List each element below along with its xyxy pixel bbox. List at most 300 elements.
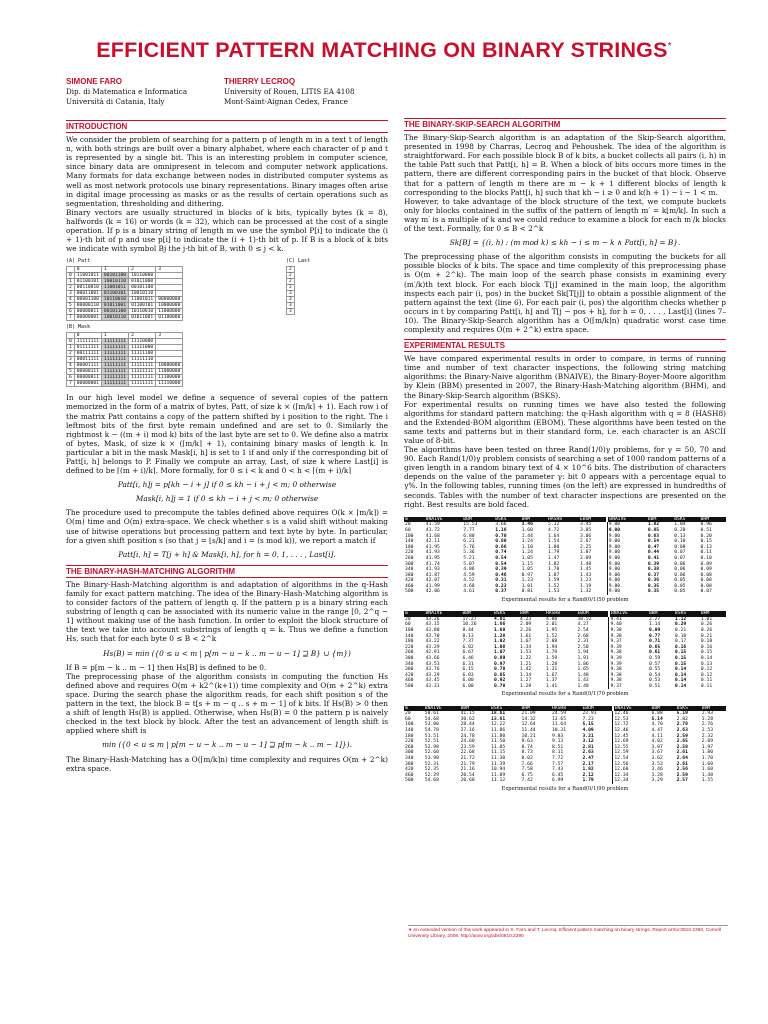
patt-table-block [66, 257, 183, 321]
results-cell: 4.72 [547, 527, 560, 533]
results-cell: 1.65 [577, 667, 589, 673]
fig-cell: 2 [287, 285, 295, 291]
results-row [404, 589, 726, 595]
results-header-cell: BHM [521, 706, 551, 712]
results-cell: 0.26 [700, 627, 713, 633]
results-cell: 43.45 [425, 678, 440, 684]
results-cell: 0.20 [700, 533, 712, 539]
results-cell: 1.94 [577, 650, 589, 656]
results-header-cell: EBOM [581, 706, 612, 712]
results-cell: 0.63 [647, 533, 660, 539]
fig-cell: 3 [67, 291, 75, 297]
results-cell: 0.07 [674, 550, 686, 556]
results-cell: 1.23 [521, 578, 533, 584]
results-cell: 2.65 [676, 739, 688, 745]
results-cell: 1.34 [519, 644, 532, 650]
results-cell: 0.13 [700, 544, 712, 550]
fig-cell: 01011001 [101, 303, 128, 309]
results-cell: 9.00 [607, 584, 647, 590]
results-cell: 24.60 [460, 739, 475, 745]
results-cell: 1.16 [495, 527, 507, 533]
results-cell: 21.09 [521, 711, 536, 717]
paragraph: The preprocessing phase of the algorithm consists in computing the buckets for all possible blocks of k bits. The space and time complexity of this preprocessing phase is O(m + 2^k). The main loop of the search phase consists in examining every (m′/k)th text block. For each block T[j] examined in the main loop, the algorithm inspects each pair (i, pos) in the bucket Sk[T[j]] to obtain a possible alignment of the pattern against the text (line 6). For each pair (i, pos) the algorithm checks whether p occurs in t by comparing Patt[i, h] and T[j − pos + h], for h = 0, . . . , Last[i] (lines 7–10). The Binary-Skip-Search algorithm has a O(⌈m/k⌉n) quadratic worst case time complexity and requires O(m + 2^k) extra space. [404, 252, 726, 334]
results-cell: 1.82 [547, 561, 560, 567]
results-cell: 180 [405, 544, 414, 550]
results-header-cell: BNAIVE [609, 611, 648, 617]
fig-row [67, 375, 183, 381]
results-cell: 0.57 [648, 661, 661, 667]
results-header-cell: HASH8 [547, 517, 579, 523]
fig-cell: 3 [287, 309, 295, 315]
results-header-cell: m [404, 517, 425, 523]
fig-header-cell: 2 [129, 267, 156, 273]
results-cell: 0.97 [493, 661, 506, 667]
results-cell: 1.43 [577, 678, 589, 684]
results-cell: 180 [405, 733, 414, 739]
paragraph: The procedure used to precompute the tables defined above requires O(k × ⌈m/k⌉) = O(m) time and O(m) extra-space. We check whether s is a valid shift without making use of bitwise operations but processing pattern and text byte by byte. In particular, for a given shift position s (so that j = ⌊s/k⌋ and i = (s mod k)), we report a match if [66, 508, 388, 545]
results-cell: 53.00 [424, 722, 439, 728]
results-cell: 1.80 [547, 544, 560, 550]
results-cell: 220 [405, 739, 414, 745]
results-cell: 0.80 [495, 539, 507, 545]
results-cell: 23.91 [582, 711, 597, 717]
results-cell: 12.72 [613, 722, 651, 728]
fig-cell: 10110010 [129, 309, 156, 315]
fig-cell: 11000000 [156, 369, 183, 375]
equation: Hs(B) = min ({0 ≤ u < m | p[m − u − k .. m − u − 1] ⊒ B} ∪ {m}) [103, 648, 351, 658]
fig-cell: 2 [287, 267, 295, 273]
results-cell: 4.68 [463, 583, 475, 589]
results-cell: 1.24 [521, 550, 533, 556]
results-cell: 41.93 [425, 550, 440, 556]
results-header-cell: BBM [647, 517, 673, 523]
results-cell: 6.45 [551, 772, 564, 778]
results-cell: 12.64 [521, 722, 536, 728]
fig-cell: 10110000 [129, 273, 156, 279]
results-cell: 1.53 [547, 589, 560, 595]
results-cell: 0.54 [495, 555, 507, 561]
fig-cell: 00000110 [74, 303, 101, 309]
results-tables [404, 517, 726, 794]
fig-cell: 7 [67, 381, 75, 387]
results-cell: 4.61 [463, 589, 475, 595]
results-cell: 1.60 [701, 761, 714, 767]
results-cell: 0.89 [648, 627, 661, 633]
results-cell: 2.27 [648, 616, 661, 622]
equation: min ({0 < u ≤ m | p[m − u − k .. m − u − 1] ⊒ p[m − k .. m − 1]}). [102, 740, 352, 750]
author-affiliation: Università di Catania, Italy [66, 96, 165, 106]
results-cell: 43.66 [425, 655, 440, 661]
results-cell: 3.66 [495, 522, 507, 528]
results-cell: 2.50 [577, 644, 589, 650]
results-cell: 9.41 [609, 617, 648, 623]
fig-cell: 00000001 [74, 381, 101, 387]
paragraph: In our high level model we define a sequence of several copies of the pattern memorized in the form of a matrix of bytes, Patt, of size k × (⌈m/k⌉ + 1). Each row i of the matrix Patt contains a copy of the pattern shifted by i position to the right. The i leftmost bits of the first byte remain undefined and are set to 0. Similarly the rightmost k − ((m + i) mod k) bits of the last byte are set to 0. We define also a matrix of bytes, Mask, of size k × (⌈m/k⌉ + 1), containing binary masks of length k. In particular a bit in the mask Mask[i, h] is set to 1 if and only if the corresponding bit of Patt[i, h] belongs to P. Finally we compute an array, Last, of size k where Last[i] is defined to be ⌈(m + i)/k⌉. More formally, for 0 ≤ i < k and 0 < h < ⌈(m + i)/k⌉ [66, 393, 388, 476]
results-cell: 8.13 [462, 633, 474, 639]
results-cell: 20 [405, 711, 411, 717]
results-cell: 1.53 [519, 650, 532, 656]
fig-cell: 11111111 [129, 381, 156, 387]
results-cell: 8.51 [551, 744, 564, 750]
results-cell: 1.48 [579, 561, 592, 567]
results-cell: 9.40 [609, 622, 648, 628]
fig-row [67, 363, 183, 369]
results-header-cell: m [404, 611, 424, 617]
results-cell: 13.65 [551, 716, 567, 722]
equation: Sk[B] = {(i, h) : (m mod k) ≤ kh − i ≤ m − k ∧ Patt[i, h] = B}. [449, 238, 681, 248]
results-cell: 51.51 [424, 733, 439, 739]
paragraph: The Binary-Skip-Search algorithm is an adaptation of the Skip-Search algorithm, presented in 1998 by Charras, Lecroq and Pehoushek. The idea of the algorithm is straightforward. For each possible block B of k bits, a bucket collects all pairs (i, h) in the table Patt such that Patt[i, h] = B. When a block of bits occurs more times in the pattern, there are different corresponding pairs in the bucket of that block. Observe that for a pattern of length m there are m − k + 1 different blocks of length k corresponding to the blocks Patt[i, h] such that kh − i ≥ 0 and k(h + 1) − i − 1 < m. [404, 133, 726, 197]
table-caption: Experimental results for a Rand(0/1)70 problem [501, 691, 629, 698]
results-cell: 1.48 [577, 683, 589, 689]
results-cell: 42.07 [425, 578, 440, 584]
results-cell: 2.31 [577, 639, 589, 645]
last-table-label: (C) Last [286, 258, 311, 265]
results-cell: 9.00 [607, 578, 647, 584]
fig-cell: 2 [287, 279, 295, 285]
results-cell: 0.35 [647, 589, 660, 595]
results-cell: 9.83 [551, 733, 564, 739]
results-cell: 2.09 [579, 555, 592, 561]
results-header-cell: BSKS [494, 517, 520, 523]
results-cell: 52.60 [424, 750, 439, 756]
section-heading-introduction: INTRODUCTION [66, 120, 388, 133]
equation: Patt[i, h] = T[j + h] & Mask[i, h], for h = 0, 1, . . . , Last[i]. [118, 549, 336, 559]
results-cell: 54.78 [424, 727, 439, 733]
results-cell: 11.39 [491, 761, 506, 767]
results-cell: 12.46 [613, 711, 651, 717]
fig-cell: 00000000 [156, 297, 183, 303]
results-cell: 11.44 [521, 727, 536, 733]
fig-row [67, 303, 183, 309]
results-cell: 41.72 [425, 527, 440, 533]
fig-cell: 01111111 [74, 345, 101, 351]
fig-cell: 00001100 [74, 297, 101, 303]
fig-cell: 01100101 [101, 291, 128, 297]
results-cell: 5.19 [676, 711, 688, 717]
results-cell: 6.67 [462, 650, 474, 656]
author-affiliation: Dip. di Matematica e Informatica [66, 87, 188, 96]
results-cell: 1.79 [545, 650, 558, 656]
last-table-block [286, 257, 310, 315]
fig-cell: 6 [67, 375, 75, 381]
results-header-cell: BBM [462, 517, 494, 523]
fig-cell: 11111111 [101, 363, 128, 369]
results-cell: 22.68 [460, 750, 475, 756]
results-cell: 43.29 [425, 644, 440, 650]
results-cell: 9.38 [609, 650, 648, 656]
fig-cell: 4 [67, 363, 75, 369]
results-cell: 0.85 [493, 672, 506, 678]
results-cell: 9.00 [607, 522, 647, 528]
fig-cell: 11111000 [129, 345, 156, 351]
results-cell: 15.53 [463, 522, 478, 528]
results-cell: 2.63 [676, 727, 688, 733]
results-cell: 4.47 [651, 727, 663, 733]
fig-cell: 11111100 [129, 351, 156, 357]
mask-table [66, 332, 183, 387]
results-cell: 0.85 [647, 527, 660, 533]
results-cell: 4.86 [463, 567, 475, 573]
results-cell: 11.64 [551, 722, 567, 728]
results-cell: 1.34 [519, 672, 532, 678]
fig-cell: 1 [67, 279, 75, 285]
results-cell: 0.97 [521, 572, 533, 578]
results-cell: 1.28 [519, 683, 532, 689]
results-header-cell: BHM [701, 706, 726, 712]
results-cell: 1.12 [674, 616, 687, 622]
paragraph: The Binary-Hash-Matching has a O(⌈m/k⌉n) time complexity and requires O(m + 2^k) extra space. [66, 754, 388, 773]
results-cell: 3.28 [651, 772, 663, 778]
results-cell: 1.59 [545, 655, 558, 661]
results-cell: 0.15 [674, 655, 687, 661]
results-cell: 8.02 [521, 755, 533, 761]
results-header-cell: m [404, 706, 424, 712]
results-cell: 1.43 [579, 572, 592, 578]
results-cell: 9.00 [607, 567, 647, 573]
results-cell: 43.29 [425, 672, 440, 678]
results-cell: 41.87 [425, 572, 440, 578]
paragraph: If B = p[m − k .. m − 1] then Hs[B] is defined to be 0. [66, 662, 267, 672]
results-cell: 0.14 [674, 678, 687, 684]
results-cell: 2.81 [582, 744, 594, 750]
results-cell: 0.05 [674, 578, 686, 584]
results-cell: 1.60 [521, 527, 533, 533]
results-header-cell: EBOM [576, 611, 609, 617]
results-cell: 9.38 [609, 678, 648, 684]
results-cell: 13.61 [491, 716, 506, 722]
fig-cell: 11110000 [156, 381, 183, 387]
fig-cell: 11001011 [74, 273, 101, 279]
results-cell: 1.19 [579, 583, 592, 589]
results-cell: 0.15 [700, 539, 712, 545]
results-cell: 0.61 [648, 650, 661, 656]
results-cell: 12.22 [491, 722, 506, 728]
patt-table-label: (A) Patt [66, 258, 91, 265]
results-cell: 8.74 [521, 744, 533, 750]
results-cell: 0.77 [648, 633, 661, 639]
fig-cell: 10010110 [129, 291, 156, 297]
results-cell: 0.11 [700, 683, 713, 689]
results-cell: 3.12 [582, 739, 594, 745]
fig-cell: 00111111 [74, 351, 101, 357]
results-cell: 1.61 [519, 633, 532, 639]
fig-cell: 00000011 [74, 309, 101, 315]
results-cell: 460 [405, 772, 414, 778]
results-cell: 420 [405, 767, 414, 773]
results-cell: 1.28 [545, 661, 558, 667]
results-cell: 2.61 [676, 761, 688, 767]
results-cell: 12.34 [613, 773, 651, 779]
fig-cell: 2 [287, 273, 295, 279]
fig-row [67, 309, 183, 315]
results-cell: 500 [405, 683, 414, 689]
fig-cell: 5 [67, 303, 75, 309]
fig-cell: 01100000 [156, 315, 183, 321]
results-cell: 5.07 [463, 561, 475, 567]
results-cell: 300 [405, 655, 414, 661]
results-cell: 6.00 [462, 683, 474, 689]
results-cell: 1.41 [545, 683, 558, 689]
results-cell: 0.11 [700, 550, 712, 556]
fig-cell: 11111110 [129, 357, 156, 363]
fig-cell: 2 [67, 351, 75, 357]
equation: Patt[i, h]j = p[kh − i + j] if 0 ≤ kh − i + j < m; 0 otherwise [117, 480, 337, 490]
results-cell: 9.00 [607, 528, 647, 534]
results-cell: 2.17 [582, 761, 594, 767]
fig-row [67, 297, 183, 303]
results-cell: 17.27 [462, 616, 477, 622]
results-cell: 43.31 [425, 683, 440, 689]
results-cell: 42.11 [425, 539, 440, 545]
fig-cell: 11111111 [101, 369, 128, 375]
fig-cell: 01011000 [129, 279, 156, 285]
section-heading-bss: THE BINARY-SKIP-SEARCH ALGORITHM [404, 118, 726, 131]
fig-cell: 00011111 [74, 357, 101, 363]
results-cell: 11.15 [491, 750, 506, 756]
results-cell: 2.57 [676, 778, 688, 784]
results-cell: 1.32 [579, 589, 592, 595]
results-cell: 4.52 [463, 578, 475, 584]
results-row [404, 684, 726, 690]
results-cell: 420 [405, 578, 414, 584]
fig-cell: 00101100 [101, 309, 128, 315]
results-cell: 42.91 [425, 650, 440, 656]
results-cell: 0.92 [493, 678, 506, 684]
results-cell: 0.06 [674, 572, 686, 578]
paragraph: The algorithms have been tested on three Rand(1/0)γ problems, for γ = 50, 70 and 90. Each Rand(1/0)γ problem consists of searching a set of 1000 random patterns of a given length in a random binary text of 4 × 10^6 bits. The distribution of characters depends on the value of the parameter γ: bit 0 appears with a percentage equal to γ%. In the following tables, running times (on the left) are expressed in hundredths of seconds. Tables with the number of text character inspections are presented on the right. Best results are bold faced. [404, 445, 726, 509]
results-cell: 3.62 [651, 755, 663, 761]
results-cell: 0.10 [700, 555, 712, 561]
results-cell: 0.21 [674, 627, 687, 633]
results-cell: 3.21 [582, 733, 594, 739]
results-cell: 6.46 [462, 655, 474, 661]
results-cell: 7.43 [551, 767, 564, 773]
results-cell: 0.38 [647, 567, 660, 573]
results-cell: 60 [405, 622, 411, 628]
fig-cell: 6 [67, 309, 75, 315]
results-cell: 0.15 [700, 650, 713, 656]
results-cell: 1.87 [579, 550, 592, 556]
fig-header-cell: 3 [156, 333, 183, 339]
results-cell: 1.07 [493, 650, 506, 656]
results-cell: 3.45 [579, 522, 592, 528]
results-cell: 1.02 [493, 639, 506, 645]
fig-row [67, 315, 183, 321]
mask-table-label: (B) Mask [66, 324, 91, 331]
results-cell: 0.54 [647, 539, 660, 545]
results-cell: 2.76 [701, 722, 714, 728]
results-cell: 21.16 [460, 767, 475, 773]
results-row [404, 778, 726, 784]
results-header-cell: BNAIVE [613, 706, 651, 712]
results-cell: 6.00 [462, 678, 474, 684]
results-cell: 100 [405, 533, 414, 539]
results-cell: 0.70 [493, 667, 506, 673]
results-cell: 2.32 [701, 733, 714, 739]
table-caption: Experimental results for a Rand(0/1)90 problem [501, 785, 629, 792]
results-cell: 1.55 [701, 778, 714, 784]
results-header-cell: BNAIVE [607, 517, 647, 523]
results-cell: 0.11 [700, 678, 713, 684]
paragraph: However, to take advantage of the block structure of the text, we compute buckets only for blocks contained in the suffix of the pattern of length m′ = k⌊m/k⌋. In such a way m′ is a multiple of k and we could reduce to examine a block for each m′/k blocks of the text. Formally, for 0 ≤ B < 2^k [404, 196, 726, 234]
fig-cell: 4 [67, 297, 75, 303]
fig-cell: 3 [67, 357, 75, 363]
paragraph: The preprocessing phase of the algorithm consists in computing the function Hs defined above and requires O(m + k2^(k+1)) time complexity and O(m + 2^k) extra space. During the search phase the algorithm reads, for each shift position s of the pattern in the text, the block B = t[s + m − q .. s + m − 1] of k bits. If Hs(B) > 0 then a shift of length Hs(B) is applied. Otherwise, when Hs(B) = 0 the pattern p is naively checked in the text block by block. After the test an advancement of length shift is applied where shift is [66, 671, 388, 736]
fig-cell: 1 [67, 345, 75, 351]
results-header-cell: BBM [460, 706, 490, 712]
results-cell: 10.31 [551, 727, 567, 733]
results-cell: 1.64 [547, 533, 560, 539]
results-cell: 9.00 [607, 539, 647, 545]
paragraph: We have compared experimental results in order to compare, in terms of running time and number of text character inspections, the following string matching algorithms: the Binary-Naive algorithm (BNAIVE), the Binary-Boyer-Moore algorithm by Klein (BBM) presented in 2007, the Binary-Hash-Matching algorithm (BHM), and the Binary-Skip-Search algorithm (BSKS). [404, 354, 726, 400]
results-cell: 52.51 [424, 739, 439, 745]
results-cell: 5.15 [582, 722, 594, 728]
results-cell: 4.01 [493, 616, 506, 622]
section-heading-experimental: EXPERIMENTAL RESULTS [404, 339, 726, 352]
results-cell: 20 [405, 616, 411, 622]
results-cell: 5.76 [463, 544, 475, 550]
results-cell: 0.12 [700, 672, 713, 678]
results-cell: 4.09 [582, 727, 594, 733]
results-cell: 0.74 [495, 550, 507, 556]
results-cell: 2.59 [676, 733, 688, 739]
results-cell: 9.13 [551, 739, 564, 745]
fig-cell: 11001011 [101, 285, 128, 291]
results-cell: 1.48 [701, 772, 714, 778]
results-cell: 2.59 [676, 772, 688, 778]
results-cell: 1.01 [521, 583, 533, 589]
results-cell: 6.75 [521, 772, 533, 778]
results-cell: 1.28 [493, 633, 506, 639]
results-cell: 2.53 [701, 727, 714, 733]
fig-header-cell: 1 [101, 267, 128, 273]
fig-cell: 00001111 [74, 363, 101, 369]
results-cell: 1.70 [547, 567, 560, 573]
results-header-cell: HASH8 [551, 706, 581, 712]
results-cell: 10.94 [491, 767, 506, 773]
results-cell: 9.37 [609, 684, 648, 690]
results-cell: 1.91 [577, 655, 589, 661]
results-cell: 24.78 [460, 733, 475, 739]
results-cell: 18.61 [491, 711, 506, 717]
results-cell: 60 [405, 527, 411, 533]
results-table [404, 706, 726, 784]
results-cell: 1.52 [545, 633, 558, 639]
results-cell: 1.48 [577, 672, 589, 678]
results-cell: 0.07 [674, 555, 686, 561]
fig-cell: 11111111 [129, 363, 156, 369]
author-name: THIERRY LECROQ [224, 77, 296, 86]
results-cell: 1.31 [545, 667, 558, 673]
results-cell: 4.59 [463, 572, 475, 578]
results-cell: 43.80 [425, 627, 440, 633]
results-cell: 9.00 [607, 534, 647, 540]
results-cell: 460 [405, 583, 414, 589]
results-table [404, 611, 726, 689]
results-cell: 24.59 [551, 711, 567, 717]
results-cell: 2.58 [676, 744, 688, 750]
results-cell: 41.93 [425, 567, 440, 573]
results-cell: 10.21 [521, 733, 536, 739]
results-cell: 220 [405, 550, 414, 556]
results-cell: 8.73 [521, 750, 533, 756]
results-cell: 1.04 [674, 522, 686, 528]
results-cell: 0.20 [674, 527, 686, 533]
results-cell: 4.11 [651, 733, 663, 739]
results-cell: 1.95 [545, 627, 558, 633]
results-cell: 0.08 [700, 578, 712, 584]
